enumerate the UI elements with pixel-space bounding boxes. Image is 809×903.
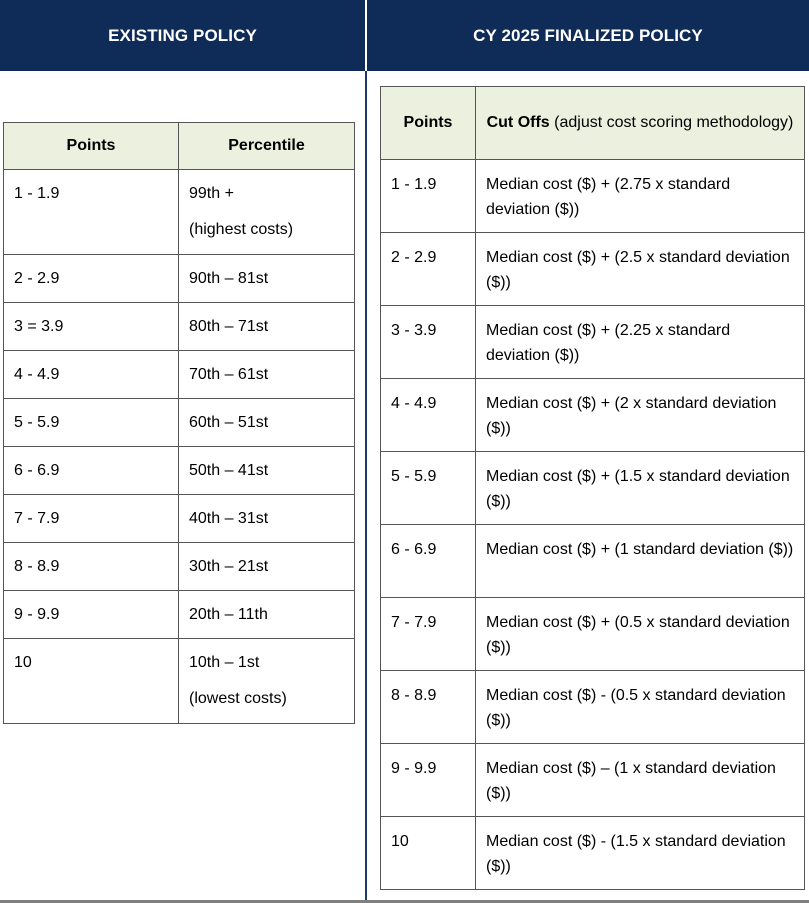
- table-row: [381, 306, 805, 379]
- cutoffs-header-bold: Cut Offs: [486, 114, 550, 131]
- percentile-cell: 50th – 41st: [179, 447, 355, 495]
- points-cell: 2 - 2.9: [381, 233, 476, 306]
- cutoff-cell: Median cost ($) + (2.5 x standard deviation ($)): [476, 233, 805, 306]
- points-cell: 8 - 8.9: [4, 543, 179, 591]
- points-cell: 6 - 6.9: [381, 525, 476, 598]
- table-row: [381, 379, 805, 452]
- percentile-cell: 30th – 21st: [179, 543, 355, 591]
- table-row: [4, 495, 355, 543]
- table-row: [4, 170, 355, 255]
- table-row: [381, 452, 805, 525]
- points-cell: 9 - 9.9: [4, 591, 179, 639]
- percentile-note: (lowest costs): [189, 690, 287, 707]
- points-cell: 5 - 5.9: [381, 452, 476, 525]
- table-row: [4, 543, 355, 591]
- table-row: [381, 233, 805, 306]
- points-cell: 1 - 1.9: [4, 170, 179, 255]
- header-separator: [365, 0, 367, 71]
- points-cell: 3 - 3.9: [381, 306, 476, 379]
- points-cell: 7 - 7.9: [381, 598, 476, 671]
- points-cell: 10: [4, 639, 179, 724]
- percentile-cell: 40th – 31st: [179, 495, 355, 543]
- percentile-cell: 80th – 71st: [179, 303, 355, 351]
- cutoff-cell: Median cost ($) – (1 x standard deviation ($)): [476, 744, 805, 817]
- points-cell: 4 - 4.9: [381, 379, 476, 452]
- points-header: Points: [4, 123, 179, 170]
- finalized-policy-title: CY 2025 FINALIZED POLICY: [473, 25, 703, 45]
- table-row: [4, 399, 355, 447]
- table-row: [4, 639, 355, 724]
- cutoff-cell: Median cost ($) + (2.25 x standard deviation ($)): [476, 306, 805, 379]
- table-row: [4, 447, 355, 495]
- cutoff-cell: Median cost ($) - (0.5 x standard deviation ($)): [476, 671, 805, 744]
- percentile-cell: 60th – 51st: [179, 399, 355, 447]
- table-row: [4, 591, 355, 639]
- points-cell: 10: [381, 817, 476, 890]
- existing-policy-title: EXISTING POLICY: [108, 25, 257, 45]
- table-row: [4, 303, 355, 351]
- points-cell: 8 - 8.9: [381, 671, 476, 744]
- table-row: [381, 744, 805, 817]
- percentile-cell: 10th – 1st (lowest costs): [179, 639, 355, 724]
- percentile-note: (highest costs): [189, 221, 294, 238]
- table-row: [381, 817, 805, 890]
- points-cell: 1 - 1.9: [381, 160, 476, 233]
- points-cell: 3 = 3.9: [4, 303, 179, 351]
- points-cell: 4 - 4.9: [4, 351, 179, 399]
- column-divider: [365, 71, 367, 903]
- points-header: Points: [381, 87, 476, 160]
- table-row: [4, 351, 355, 399]
- table-row: [381, 598, 805, 671]
- cutoff-cell: Median cost ($) + (2.75 x standard deviation ($)): [476, 160, 805, 233]
- table-row: [381, 671, 805, 744]
- percentile-cell: 70th – 61st: [179, 351, 355, 399]
- points-cell: 6 - 6.9: [4, 447, 179, 495]
- percentile-header: Percentile: [179, 123, 355, 170]
- points-cell: 5 - 5.9: [4, 399, 179, 447]
- cutoff-cell: Median cost ($) + (1 standard deviation ($)): [476, 525, 805, 598]
- cutoffs-header-rest: (adjust cost scoring methodology): [554, 114, 794, 131]
- cutoff-cell: Median cost ($) - (1.5 x standard deviation ($)): [476, 817, 805, 890]
- points-cell: 2 - 2.9: [4, 255, 179, 303]
- existing-policy-table: [3, 122, 355, 724]
- percentile-cell: 90th – 81st: [179, 255, 355, 303]
- table-header-row: [4, 123, 355, 170]
- table-row: [381, 525, 805, 598]
- table-header-row: [381, 87, 805, 160]
- finalized-policy-table: [380, 86, 805, 890]
- cutoffs-header: [476, 87, 805, 160]
- points-cell: 7 - 7.9: [4, 495, 179, 543]
- percentile-cell: 20th – 11th: [179, 591, 355, 639]
- points-cell: 9 - 9.9: [381, 744, 476, 817]
- table-row: [4, 255, 355, 303]
- header-bar: [0, 0, 809, 71]
- percentile-cell: 99th + (highest costs): [179, 170, 355, 255]
- table-row: [381, 160, 805, 233]
- cutoff-cell: Median cost ($) + (0.5 x standard deviation ($)): [476, 598, 805, 671]
- cutoff-cell: Median cost ($) + (2 x standard deviation ($)): [476, 379, 805, 452]
- cutoff-cell: Median cost ($) + (1.5 x standard deviation ($)): [476, 452, 805, 525]
